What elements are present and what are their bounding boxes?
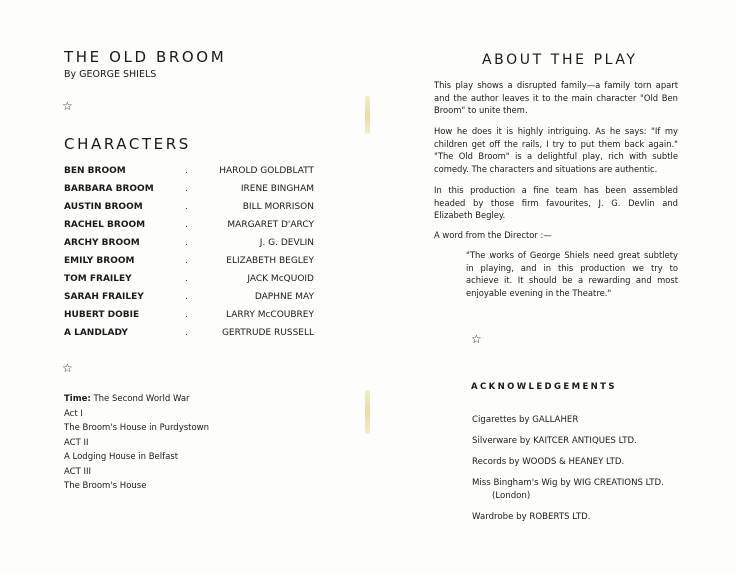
cast-row [64,328,314,346]
about-paragraph: In this production a fine team has been assembled headed by those firm favourites, J. G. Devlin and Elizabeth Begley. [434,185,678,221]
left-page [0,0,367,574]
ack-sponsor: WIG CREATIONS LTD. [573,478,664,488]
actor-name: IRENE BINGHAM [240,184,314,194]
director-quote: "The works of George Shiels need great subtlety in playing, and in this production we try to achieve it. It should be a rewarding and most enjoyable evening in the Theatre." [466,250,678,298]
act-label: ACT II [64,437,89,448]
time-line [64,392,209,407]
cast-separator: . [185,202,188,212]
cast-separator: . [185,310,188,320]
acknowledgement-item [472,435,637,448]
cast-list [64,166,314,346]
ack-sponsor: WOODS & HEANEY LTD. [522,457,625,467]
star-icon: ☆ [62,99,73,113]
time-value: The Second World War [93,394,190,404]
ack-text: Records by [472,457,523,467]
actor-name: DAPHNE MAY [254,292,314,302]
about-heading: ABOUT THE PLAY [482,52,638,68]
character-name: RACHEL BROOM [64,220,146,230]
ack-text: Miss Bingham's Wig by [472,478,574,488]
ack-text: Wardrobe by [472,512,530,522]
actor-name: JACK McQUOID [247,274,314,284]
acknowledgement-item [472,477,664,502]
director-intro: A word from the Director :— [434,230,552,240]
cast-row [64,166,314,184]
ack-sponsor: ROBERTS LTD. [529,512,591,522]
characters-heading: CHARACTERS [64,135,191,153]
actor-name: LARRY McCOUBREY [226,310,314,320]
actor-name: GERTRUDE RUSSELL [221,328,314,338]
act-place: The Broom's House [64,481,147,491]
character-name: BEN BROOM [64,166,126,176]
right-page [368,0,735,574]
star-icon: ☆ [62,361,73,375]
actor-name: J. G. DEVLIN [259,238,314,248]
star-icon: ☆ [471,332,482,346]
character-name: ARCHY BROOM [64,238,140,248]
cast-separator: . [185,292,188,302]
act-label: Act I [64,408,83,419]
ack-sponsor: GALLAHER [532,415,579,425]
actor-name: BILL MORRISON [242,202,314,212]
play-author: By GEORGE SHIELS [64,69,157,80]
cast-separator: . [185,274,188,284]
character-name: AUSTIN BROOM [64,202,143,212]
actor-name: ELIZABETH BEGLEY [226,256,314,266]
cast-separator: . [185,256,188,266]
time-label: Time: [64,394,91,404]
acknowledgements-heading: ACKNOWLEDGEMENTS [471,382,617,392]
cast-row [64,184,314,202]
acknowledgement-item [472,414,578,427]
character-name: BARBARA BROOM [64,184,154,194]
cast-row [64,274,314,292]
actor-name: HAROLD GOLDBLATT [219,166,314,176]
actor-name: MARGARET D'ARCY [227,220,314,230]
act-place: A Lodging House in Belfast [64,452,179,462]
cast-separator: . [185,238,188,248]
cast-separator: . [185,184,188,194]
cast-row [64,238,314,256]
cast-row [64,202,314,220]
cast-separator: . [185,166,188,176]
cast-row [64,220,314,238]
ack-text: Silverware by [472,436,534,446]
cast-separator: . [185,220,188,230]
play-title: THE OLD BROOM [64,48,227,66]
cast-separator: . [185,328,188,338]
cast-row [64,256,314,274]
character-name: EMILY BROOM [64,256,135,266]
about-paragraph: This play shows a disrupted family—a family torn apart and the author leaves it to the main character "Old Ben Broom" to unite them. [434,80,678,116]
character-name: HUBERT DOBIE [64,310,140,320]
character-name: TOM FRAILEY [64,274,132,284]
setting-block [64,392,209,494]
cast-row [64,310,314,328]
act-label: ACT III [64,466,92,477]
about-paragraph: How he does it is highly intriguing. As he says: "If my children get off the rails, I try to put them back again." "The Old Broom" is a delightful play, rich with subtle comedy. The characters and situations are authentic. [434,126,678,174]
acknowledgement-item [472,511,590,524]
character-name: A LANDLADY [64,328,128,338]
ack-sponsor: KAITCER ANTIQUES LTD. [533,436,637,446]
acknowledgement-item [472,456,624,469]
cast-row [64,292,314,310]
character-name: SARAH FRAILEY [64,292,144,302]
ack-text: Cigarettes by [472,415,533,425]
act-place: The Broom's House in Purdystown [64,423,210,433]
ack-extra: (London) [492,490,531,501]
